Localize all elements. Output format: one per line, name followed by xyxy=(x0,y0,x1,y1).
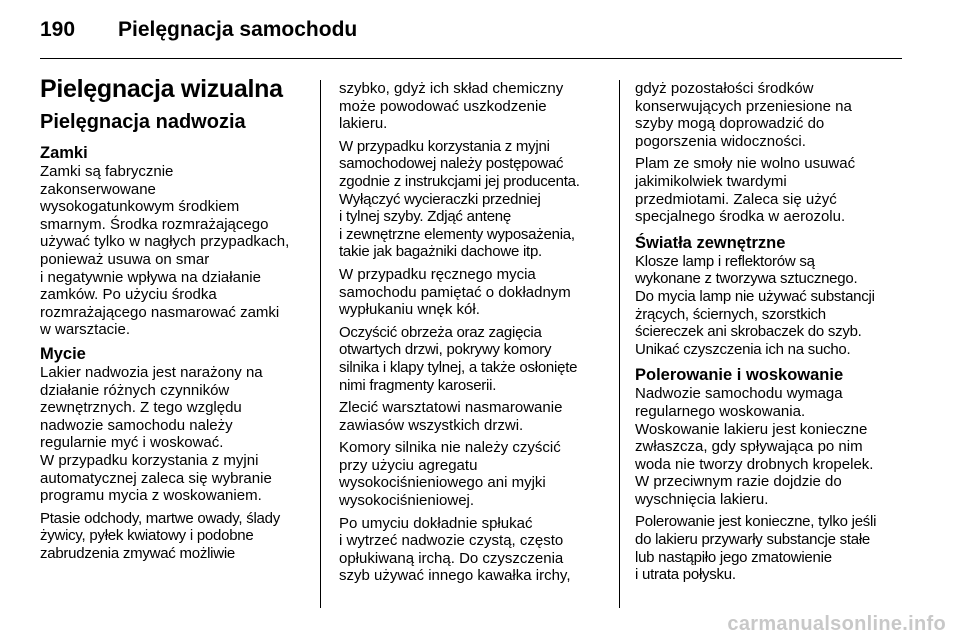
col3-paragraph-2: Plam ze smoły nie wolno usuwać jakimikolwiek twardymi przedmiotami. Zaleca się użyć specjalnego środka w aerozolu. xyxy=(635,155,856,226)
page-number: 190 xyxy=(40,18,76,41)
zamki-heading: Zamki xyxy=(40,144,88,162)
main-heading: Pielęgnacja wizualna xyxy=(40,75,283,103)
col2-paragraph-1: szybko, gdyż ich skład chemiczny może powodować uszkodzenie lakieru. xyxy=(339,80,564,133)
sub-heading: Pielęgnacja nadwozia xyxy=(40,111,246,133)
col2-paragraph-5: Zlecić warsztatowi nasmarowanie zawiasów wszystkich drzwi. xyxy=(339,399,563,434)
mycie-text-1: Lakier nadwozia jest narażony na działanie różnych czynników zewnętrznych. Z tego względu nadwozie samochodu należy regularnie myć i woskować. W przypadku korzystania z myjni automatycznej zaleca się wybranie programu mycia z woskowaniem. xyxy=(40,363,272,505)
watermark-text: carmanualsonline.info xyxy=(727,613,946,635)
chapter-title: Pielęgnacja samochodu xyxy=(118,18,358,41)
column-2 xyxy=(339,80,607,590)
col2-paragraph-3: W przypadku ręcznego mycia samochodu pamiętać o dokładnym wypłukaniu wnęk kół. xyxy=(339,265,571,319)
column-1 xyxy=(40,74,304,567)
polerowanie-heading: Polerowanie i woskowanie xyxy=(635,366,844,385)
polerowanie-text-1: Nadwozie samochodu wymaga regularnego woskowania. Woskowanie lakieru jest konieczne zwłaszcza, gdy spływająca po nim woda nie tworzy drobnych kropelek. W przeciwnym razie dojdzie do wyschnięcia lakieru. xyxy=(635,385,874,508)
zamki-text: Zamki są fabrycznie zakonserwowane wysokogatunkowym środkiem smarnym. Środka rozmrażającego używać tylko w nagłych przypadkach, ponieważ usuwa on smar i negatywnie wpływa na działanie zamków. Po użyciu środka rozmrażającego nasmarować zamki w warsztacie. xyxy=(40,163,290,339)
swiatla-heading: Światła zewnętrzne xyxy=(635,233,786,252)
column-divider-1 xyxy=(320,80,321,608)
col3-paragraph-1: gdyż pozostałości środków konserwujących przeniesione na szyby mogą doprowadzić do pogorszenia widoczności. xyxy=(635,80,852,150)
mycie-text-2: Ptasie odchody, martwe owady, ślady żywicy, pyłek kwiatowy i podobne zabrudzenia zmywać możliwie xyxy=(40,509,280,562)
column-3 xyxy=(635,80,905,589)
polerowanie-text-2: Polerowanie jest konieczne, tylko jeśli do lakieru przywarły substancje stałe lub nastąpiło jego zmatowienie i utrata połysku. xyxy=(635,513,877,584)
col2-paragraph-4: Oczyścić obrzeża oraz zagięcia otwartych drzwi, pokrywy komory silnika i klapy tylnej, a także osłonięte nimi fragmenty karoserii. xyxy=(339,323,578,394)
col2-paragraph-2: W przypadku korzystania z myjni samochodowej należy postępować zgodnie z instrukcjami jej producenta. Wyłączyć wycieraczki przedniej i tylnej szyby. Zdjąć antenę i zewnętrzne elementy wyposażenia, takie jak bagażniki dachowe itp. xyxy=(339,137,580,261)
column-divider-2 xyxy=(619,80,620,608)
mycie-heading: Mycie xyxy=(40,344,86,363)
col2-paragraph-6: Komory silnika nie należy czyścić przy użyciu agregatu wysokociśnieniowego ani myjki wysokociśnieniowej. xyxy=(339,439,561,510)
swiatla-text: Klosze lamp i reflektorów są wykonane z tworzywa sztucznego. Do mycia lamp nie używać substancji żrących, ściernych, szorstkich ściereczek ani skrobaczek do szyb. Unikać czyszczenia ich na sucho. xyxy=(635,252,875,358)
header-rule xyxy=(40,58,902,59)
col2-paragraph-7: Po umyciu dokładnie spłukać i wytrzeć nadwozie czystą, często opłukiwaną irchą. Do czyszczenia szyb używać innego kawałka irchy, xyxy=(339,514,571,585)
